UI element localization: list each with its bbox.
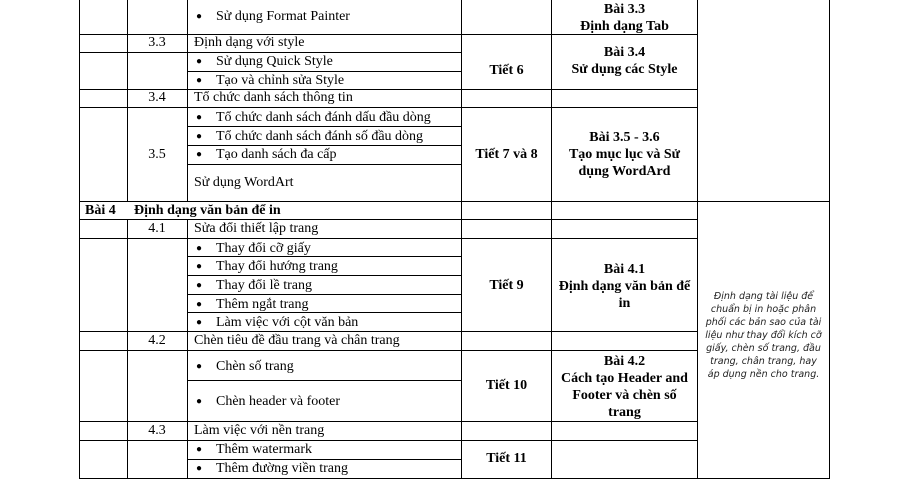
row-line	[187, 275, 461, 276]
bullet-icon: ●	[196, 299, 203, 310]
row-line	[79, 350, 697, 351]
note-line: áp dụng nền cho trang.	[707, 369, 820, 380]
section-number: 3.3	[148, 35, 166, 50]
topic-item: Chèn header và footer	[216, 394, 340, 409]
period-label: Tiết 10	[485, 378, 528, 393]
section-number: 4.3	[148, 423, 166, 438]
topic-item: Thay đổi cỡ giấy	[216, 241, 311, 256]
lesson-line: Sử dụng các Style	[571, 62, 678, 77]
section-number: 4.1	[148, 221, 166, 236]
chapter-number: Bài 4	[85, 203, 116, 218]
topic-item: Chèn số trang	[216, 359, 294, 374]
objective-note	[698, 290, 829, 381]
topic-item: Thêm đường viền trang	[216, 461, 349, 476]
lesson-line: Bài 3.5 - 3.6	[589, 130, 660, 145]
period-label: Tiết 11	[486, 451, 527, 466]
table-border	[829, 0, 830, 479]
section-number: 3.5	[148, 147, 166, 162]
lesson-line: Bài 3.4	[603, 45, 646, 60]
row-line	[187, 164, 461, 165]
period-label: Tiết 6	[489, 63, 524, 78]
topic-item: Tổ chức danh sách đánh dấu đầu dòng	[216, 110, 431, 125]
lesson-line: dụng WordArd	[578, 164, 671, 179]
topic-item: Tạo và chỉnh sửa Style	[216, 73, 345, 88]
topic-item: Sử dụng Format Painter	[216, 9, 350, 24]
note-line: chuẩn bị in hoặc phân	[710, 304, 817, 315]
lesson-line: Định dạng Tab	[580, 19, 669, 34]
row-line	[187, 71, 461, 72]
bullet-icon: ●	[196, 149, 203, 160]
topic-item: Sử dụng Quick Style	[216, 54, 333, 69]
lesson-cell	[552, 353, 697, 421]
topic-heading: Chèn tiêu đề đầu trang và chân trang	[194, 333, 400, 348]
table-border	[79, 0, 80, 479]
chapter-title: Định dạng văn bản để in	[134, 203, 281, 218]
bullet-icon: ●	[196, 361, 203, 372]
row-line	[187, 126, 461, 127]
bullet-icon: ●	[196, 444, 203, 455]
row-line	[79, 219, 697, 220]
bullet-icon: ●	[196, 56, 203, 67]
bullet-icon: ●	[196, 261, 203, 272]
row-line	[79, 238, 697, 239]
table-border	[187, 0, 188, 202]
lesson-line: in	[618, 296, 631, 311]
bullet-icon: ●	[196, 75, 203, 86]
section-number: 3.4	[148, 90, 166, 105]
bullet-icon: ●	[196, 280, 203, 291]
period-label: Tiết 7 và 8	[475, 147, 538, 162]
topic-item: Thay đổi lề trang	[216, 278, 313, 293]
lesson-line: Cách tạo Header and	[561, 371, 688, 386]
bullet-icon: ●	[196, 317, 203, 328]
lesson-line: Định dạng văn bản để	[558, 279, 691, 294]
topic-heading: Sử dụng WordArt	[194, 175, 294, 190]
row-line	[79, 478, 829, 479]
bullet-icon: ●	[196, 11, 203, 22]
topic-item: Thêm ngắt trang	[216, 297, 309, 312]
lesson-line: Bài 4.2	[603, 354, 646, 369]
row-line	[79, 107, 697, 108]
topic-item: Tạo danh sách đa cấp	[216, 147, 337, 162]
lesson-line: Footer và chèn số	[572, 388, 677, 403]
note-line: trang, chân trang, hay	[710, 356, 817, 367]
lesson-line: Bài 4.1	[603, 262, 646, 277]
row-line	[79, 331, 697, 332]
lesson-cell	[552, 1, 697, 35]
lesson-cell	[552, 129, 697, 180]
bullet-icon: ●	[196, 463, 203, 474]
bullet-icon: ●	[196, 396, 203, 407]
bullet-icon: ●	[196, 112, 203, 123]
topic-item: Tổ chức danh sách đánh số đầu dòng	[216, 129, 424, 144]
row-line	[187, 380, 461, 381]
topic-item: Làm việc với cột văn bản	[216, 315, 359, 330]
note-line: phối các bản sao của tài	[705, 317, 822, 328]
note-line: Định dạng tài liệu để	[713, 291, 814, 302]
topic-heading: Định dạng với style	[194, 35, 305, 50]
bullet-icon: ●	[196, 131, 203, 142]
topic-item: Thay đổi hướng trang	[216, 259, 338, 274]
topic-item: Thêm watermark	[216, 442, 313, 457]
row-line	[79, 421, 697, 422]
topic-heading: Làm việc với nền trang	[194, 423, 325, 438]
row-line	[187, 459, 461, 460]
row-line	[79, 52, 461, 53]
lesson-line: Bài 3.3	[603, 2, 646, 17]
topic-heading: Sửa đổi thiết lập trang	[194, 221, 319, 236]
section-number: 4.2	[148, 333, 166, 348]
row-line	[187, 294, 461, 295]
period-label: Tiết 9	[489, 278, 524, 293]
lesson-cell	[552, 261, 697, 312]
lesson-line: trang	[608, 405, 641, 420]
note-line: giấy, chèn số trang, đầu	[706, 343, 821, 354]
topic-heading: Tổ chức danh sách thông tin	[194, 90, 353, 105]
row-line	[79, 201, 829, 202]
row-line	[79, 440, 697, 441]
table-border	[697, 0, 698, 479]
lesson-line: Tạo mục lục và Sử	[568, 147, 681, 162]
note-line: liệu như thay đổi kích cỡ	[705, 330, 822, 341]
row-line	[187, 145, 461, 146]
lesson-cell	[552, 44, 697, 78]
bullet-icon: ●	[196, 243, 203, 254]
